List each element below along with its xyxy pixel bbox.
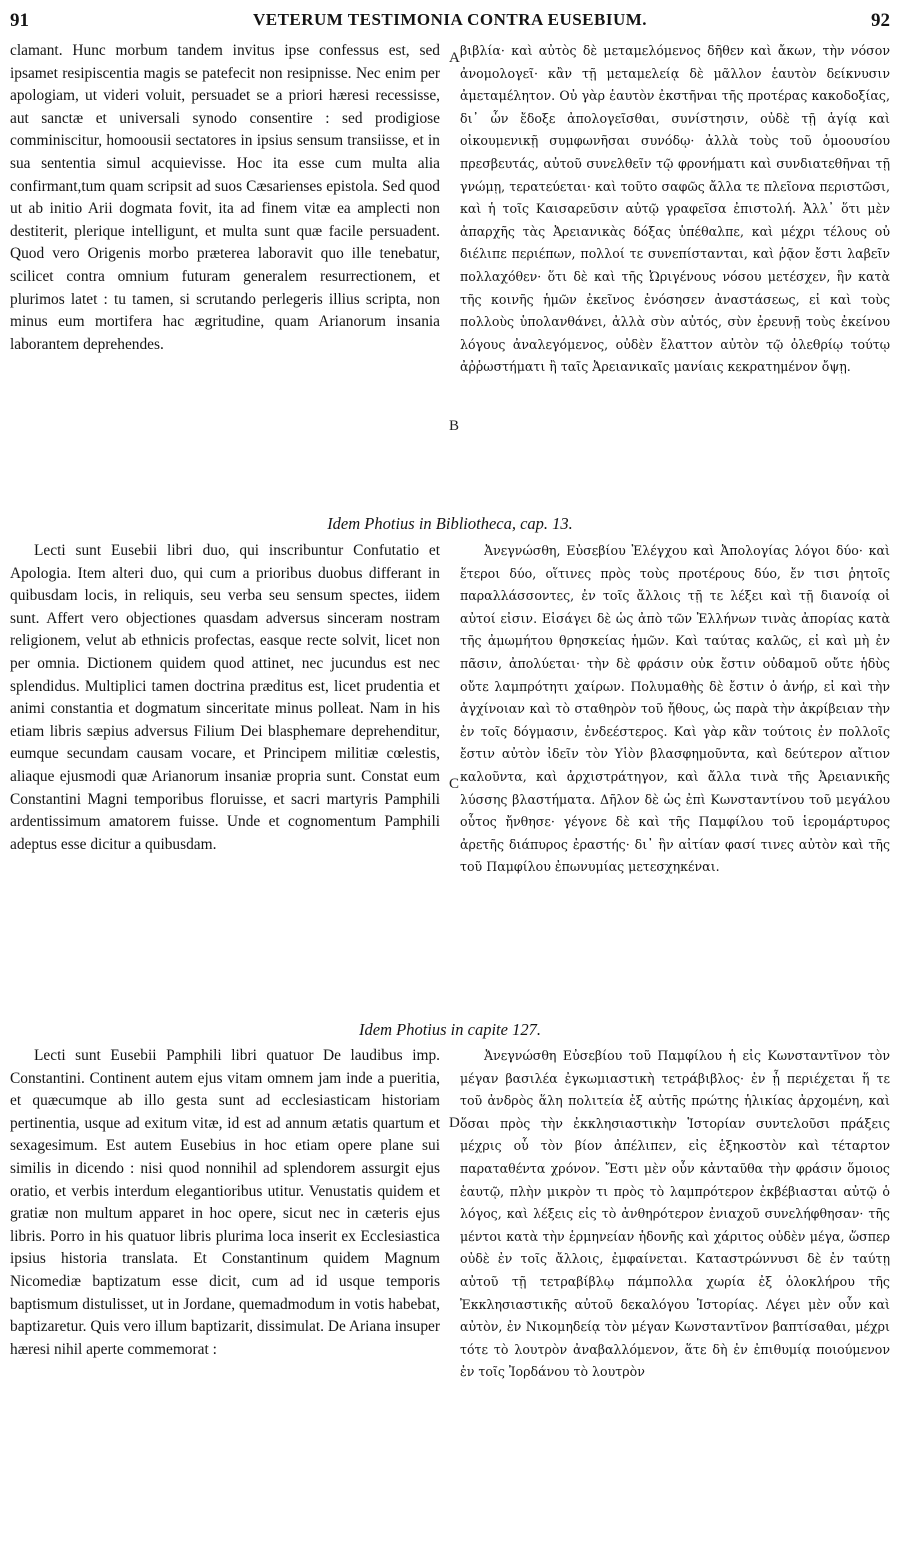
greek-paragraph: Ἀνεγνώσθη Εὐσεβίου τοῦ Παμφίλου ἡ εἰς Κωνσταντῖνον τὸν μέγαν βασιλέα ἐγκωμιαστικὴ τετράβιβλος· ἐν ᾗ περιέχεται ἥ τε τοῦ ἀνδρὸς ἅλη πολιτεία ἐξ αὐτῆς πρώτης ἡλικίας ἀρχομένη, καὶ ὅσαι πρὸς τὴν ἐκκλησιαστικὴν Ἱστορίαν συντελοῦσι πράξεις μέχρις οὗ τὸν βίον ἀπέλιπεν, εἰς ἑξηκοστὸν καὶ τέταρτον παραταθέντα χρόνον. Ἔστι μὲν οὖν κἀνταῦθα τὴν φράσιν ὅμοιος ἑαυτῷ, πλὴν μικρὸν τι πρὸς τὸ λαμπρότερον ἐκβέβιασται αὐτῷ ὁ λόγος, καὶ λέξεις εἰς τὸ ἀνθηρότερον ἐνιαχοῦ συνελήφθησαν· τῆς μέντοι κατὰ τὴν ἑρμηνείαν ἡδονῆς καὶ χάριτος οὐδὲν μέγα, ὥσπερ οὐδὲ ἐν τοῖς ἄλλοις, ἐμφαίνεται. Καταστρώννυσι δὲ ἐν ταύτῃ αὐτοῦ τῇ τετραβίβλῳ πάμπολλα χωρία ἐξ ὁλοκλήρου τῆς Ἐκκλησιαστικῆς αὐτοῦ δεκαλόγου Ἱστορίας. Λέγει μὲν οὖν καὶ αὐτὸν, ἐν Νικομηδείᾳ τὸν μέγαν Κωνσταντῖνον βαπτίσαθαι, μέχρι τότε τὸ λουτρὸν ἀναβαλλόμενον, ἅτε δὴ ἐν ἐπιθυμίᾳ ποιούμενον ἐν τοῖς Ἰορδάνου τὸ λουτρὸν	[460, 1048, 890, 1380]
section-1	[10, 40, 890, 512]
latin-column	[10, 40, 440, 512]
running-title: VETERUM TESTIMONIA CONTRA EUSEBIUM.	[252, 10, 648, 29]
page-number-right: 92	[871, 10, 890, 31]
greek-column	[460, 40, 890, 512]
latin-paragraph: Lecti sunt Eusebii Pamphili libri quatuor De laudibus imp. Constantini. Continent autem ejus vitam omnem jam inde a pueritia, et quæcumque ab illo gesta sunt ad ecclesiasticam historiam pertinentia, usque ad exitum vitæ, id est ad annum ætatis quartum et sexagesimum. Est autem Eusebius in hoc etiam opere plane sui similis in dicendo : nisi quod nonnihil ad splendorem assurgit ejus oratio, et verbis interdum elegantioribus utitur. Venustatis quidem et gratiæ non multum apparet in hoc opere, sicut nec in cæteris ejus libris. Porro in his quatuor libris plurima loca inserit ex Ecclesiastica ipsius historia translata. Et Constantinum quidem Magnum Nicomediæ baptizatum esse dicit, cum ad id usque temporis baptismum distulisset, ut in Jordane, quemadmodum in votis habebat, baptizaretur. Quis vero illum baptizarit, dissimulat. De Ariana insuper hæresi nihil aperte commemorat :	[10, 1047, 440, 1358]
latin-paragraph: Lecti sunt Eusebii libri duo, qui inscribuntur Confutatio et Apologia. Item alteri duo, qui cum a prioribus duobus differant in quibusdam locis, in reliquis, seu verba seu sensum spectes, iidem sunt. Affert vero objectiones quasdam adversus sinceram nostram religionem, velut ab ethnicis profectas, easque recte solvit, licet non per omnia. Dictionem quidem quod attinet, nec jucundus est nec splendidus. Multiplici tamen doctrina præditus est, licet prudentia et animi constantia et dogmatum sinceritate minus polleat. Nam in his etiam libris sæpius adversus Filium Dei blasphemare deprehenditur, eumque secundam causam vocare, et Principem militiæ cœlestis, aliaque ejusmodi quæ Arianorum insaniæ propria sunt. Constat eum Constantini Magni temporibus floruisse, et sacri martyris Pamphili ardentissimum amatorem fuisse. Unde et cognomentum Pamphili adeptus esse dicitur a quibusdam.	[10, 542, 440, 853]
margin-marker-d: D	[449, 1115, 460, 1131]
margin-marker-c: C	[449, 776, 460, 792]
latin-column	[10, 540, 440, 1000]
latin-paragraph: clamant. Hunc morbum tandem invitus ipse confessus est, sed ipsamet resipiscentia magis se patefecit non resipnisse. Nec enim per apologiam, ut videri voluit, persuadet se a priori hæresi recessisse, aut sanctæ et universali synodo consentire : sed prodigiose comminiscitur, homoousii sectatores in ipsius sensum transiisse, et in sua sententia simul acquievisse. Hoc ita esse cum multa alia confirmant,tum quam scripsit ad suos Cæsarienses epistola. Sed quod ut ab initio Arii dogmata fovit, ita ad finem vitæ ea amplecti non destiterit, plerique intelligunt, et multa sunt quæ facile persuadent. Quod vero Origenis morbo præterea laboravit quo ille tenebatur, scilicet contra omnium futuram generalem resurrectionem, et plurimos latet : tu tamen, si scrutando perlegeris illius scripta, non minus eum mortifera hac ægritudine, quam Arianorum insania laborantem deprehendes.	[10, 42, 440, 353]
running-header	[10, 10, 890, 40]
greek-paragraph: βιβλία· καὶ αὐτὸς δὲ μεταμελόμενος δῆθεν καὶ ἄκων, τὴν νόσον ἀνομολογεῖ· κἂν τῇ μεταμελείᾳ δὲ μᾶλλον ἑαυτὸν δείκνυσιν ἀμεταμέλητον. Οὐ γὰρ ἑαυτὸν ἐκστῆναι τῆς προτέρας κακοδοξίας, δι᾽ ὧν ἔδοξε ἀπολογεῖσθαι, συνίστησιν, οὐδὲ τῇ ἁγίᾳ καὶ οἰκουμενικῇ συμφωνῆσαι συνόδῳ· ἀλλὰ τοὺς τοῦ ὁμοουσίου πρεσβευτάς, αὐτοῦ συνελθεῖν τῷ φρονήματι καὶ συνδιατεθῆναι τῇ γνώμῃ, τερατεύεται· καὶ τοῦτο σαφῶς ἄλλα τε πλεῖονα περιστῶσι, καὶ ἡ τοῖς Καισαρεῦσιν αὐτῷ γραφεῖσα ἐπιστολή. Ἀλλ᾽ ὅτι μὲν ἀπαρχῆς τὰς Ἀρειανικὰς δόξας ὑπέθαλπε, καὶ μέχρι τέλους οὐ διέλιπε περιέπων, πολλοί τε συνεπίστανται, καὶ ῥᾷον ἔστι λαβεῖν πολλαχόθεν· ὅτι δὲ καὶ τῆς Ὠριγένους νόσου μετέσχεν, ἣν κατὰ τῆς κοινῆς ἡμῶν ἐκεῖνος ἐνόσησεν ἀναστάσεως, εἰ καὶ τοὺς πολλοὺς ὑπολανθάνει, ἀλλὰ σὺν αὐτός, σὺν ἐρευνῇ τοὺς ἐκείνου λόγους ἀναλεγόμενος, οὐδὲν ἔλαττον αὐτὸν τῷ ὀλεθρίῳ τούτῳ ἀῤῥωστήματι ἢ ταῖς Ἀρειανικαῖς μανίαις κεκρατημένον ὄψῃ.	[460, 43, 890, 375]
section-2-title: Idem Photius in Bibliotheca, cap. 13.	[327, 514, 573, 533]
greek-column	[460, 540, 890, 1000]
margin-marker-a: A	[449, 50, 460, 66]
margin-marker-b: B	[449, 418, 460, 434]
greek-column	[460, 1045, 890, 1550]
latin-column	[10, 1045, 440, 1550]
greek-paragraph: Ἀνεγνώσθη, Εὐσεβίου Ἐλέγχου καὶ Ἀπολογίας λόγοι δύο· καὶ ἕτεροι δύο, οἵτινες πρὸς τοὺς προτέρους δύο, ἔν τισι ῥητοῖς παραλλάσσοντες, ἐν τοῖς ἄλλοις τῇ τε λέξει καὶ τῇ διανοίᾳ οἱ αὐτοί εἰσιν. Εἰσάγει δὲ ὡς ἀπὸ τῶν Ἑλλήνων τινὰς ἀπορίας κατὰ τῆς ἀμωμήτου θρησκείας ἡμῶν. Καὶ ταύτας καλῶς, εἰ καὶ μὴ ἐν πᾶσιν, ἀπολύεται· τὴν δὲ φράσιν οὐκ ἔστιν οὐδαμοῦ οὔτε ἡδὺς οὔτε λαμπρότητι χαίρων. Πολυμαθὴς δὲ ἔστιν ὁ ἀνήρ, εἰ καὶ τὴν ἀγχίνοιαν καὶ τὸ σταθηρὸν τοῦ ἤθους, ὡς παρὰ τὴν ἀκρίβειαν τὴν ἐν τοῖς δόγμασιν, ἐνδεέστερος. Καὶ γὰρ κἂν τούτοις ἐν πολλοῖς ἔστιν αὐτὸν ἰδεῖν τὸν Υἱὸν βλασφημοῦντα, καὶ δεύτερον αἴτιον καλοῦντα, καὶ ἀρχιστράτηγον, καὶ ἄλλα τινὰ τῆς Ἀρειανικῆς λύσσης βλαστήματα. Δῆλον δὲ ὡς ἐπὶ Κωνσταντίνου τοῦ μεγάλου οὗτος ἤνθησε· γέγονε δὲ καὶ τῆς Παμφίλου τοῦ ἱερομάρτυρος ἀρετῆς διάπυρος ἐραστής· δι᾽ ἣν αἰτίαν φασί τινες αὐτὸν καὶ τῆς τοῦ Παμφίλου ἐπωνυμίας μετεσχηκέναι.	[460, 543, 890, 875]
page-number-left: 91	[10, 10, 29, 31]
section-2	[10, 540, 890, 1000]
section-3-title: Idem Photius in capite 127.	[359, 1020, 541, 1039]
